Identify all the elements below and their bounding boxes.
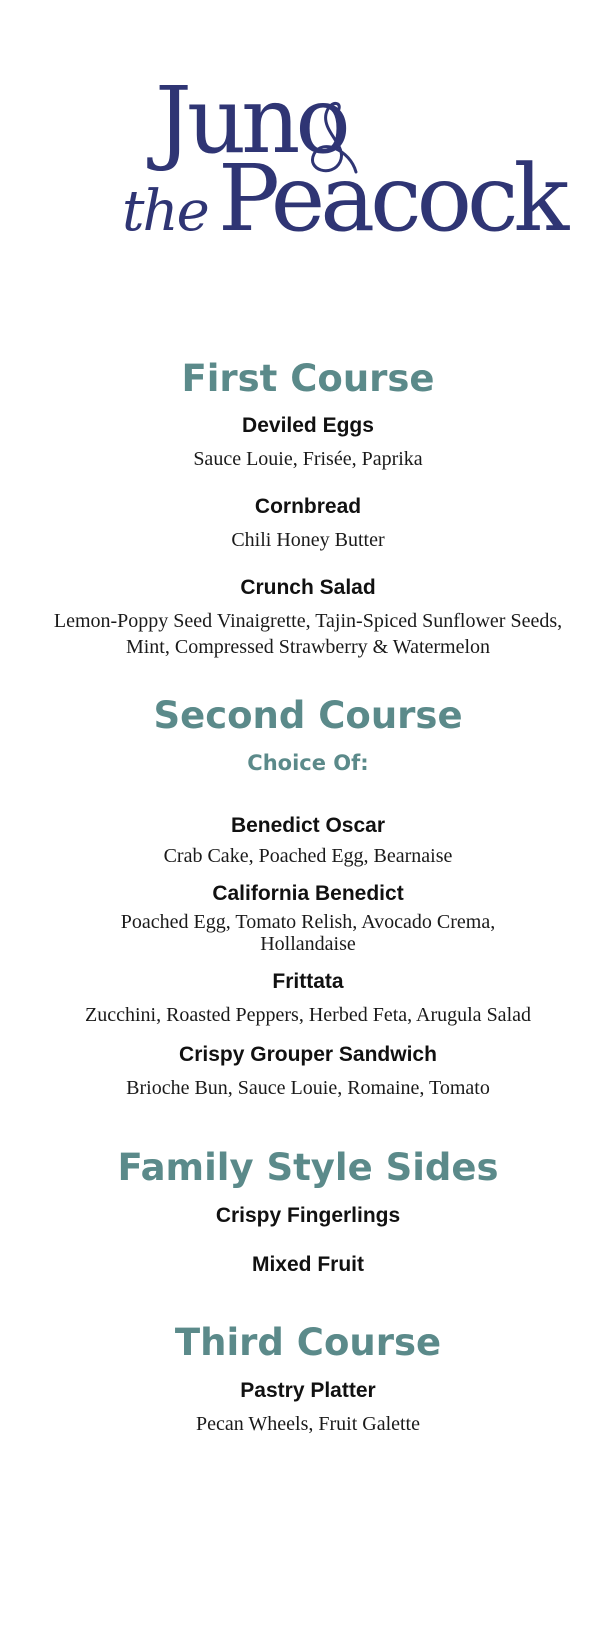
logo-peacock-text: Peacock [218,145,565,252]
dish-name-crispy-fingerlings: Crispy Fingerlings [215,1204,401,1227]
dish-name-benedict-oscar: Benedict Oscar [230,814,386,837]
dish-name-crispy-grouper-sandwich: Crispy Grouper Sandwich [179,1043,437,1066]
dish-desc-pastry-platter: Pecan Wheels, Fruit Galette [195,1413,420,1435]
dish-name-cornbread: Cornbread [254,495,362,518]
dish-name-pastry-platter: Pastry Platter [240,1379,376,1402]
dish-name-deviled-eggs: Deviled Eggs [242,414,374,437]
logo-the-text: the [122,179,208,244]
dish-name-california-benedict: California Benedict [212,882,404,905]
restaurant-logo [0,80,616,260]
course-title-third: Third Course [174,1321,442,1364]
dish-name-crunch-salad: Crunch Salad [240,576,376,599]
dish-name-frittata: Frittata [272,970,344,993]
dish-name-mixed-fruit: Mixed Fruit [251,1253,364,1276]
logo-juno-text: Juno [155,80,346,174]
dish-desc-california-benedict-line1: Poached Egg, Tomato Relish, Avocado Crema, [120,911,496,933]
dish-desc-crispy-grouper-sandwich: Brioche Bun, Sauce Louie, Romaine, Tomato [126,1077,490,1099]
dish-desc-california-benedict-line2: Hollandaise [260,933,356,955]
dish-desc-deviled-eggs: Sauce Louie, Frisée, Paprika [193,448,423,470]
course-title-family-style-sides: Family Style Sides [117,1146,499,1189]
dish-desc-frittata: Zucchini, Roasted Peppers, Herbed Feta, Arugula Salad [85,1004,531,1026]
course-title-second: Second Course [153,694,463,737]
dish-desc-crunch-salad-line2: Mint, Compressed Strawberry & Watermelon [125,636,491,658]
dish-desc-crunch-salad-line1: Lemon-Poppy Seed Vinaigrette, Tajin-Spiced Sunflower Seeds, [53,610,563,632]
course-title-first: First Course [181,357,435,400]
dish-desc-cornbread: Chili Honey Butter [231,529,385,551]
logo-wordmark [0,80,616,260]
dish-desc-benedict-oscar: Crab Cake, Poached Egg, Bearnaise [163,845,453,867]
course-subtitle-choice: Choice Of: [247,751,369,775]
